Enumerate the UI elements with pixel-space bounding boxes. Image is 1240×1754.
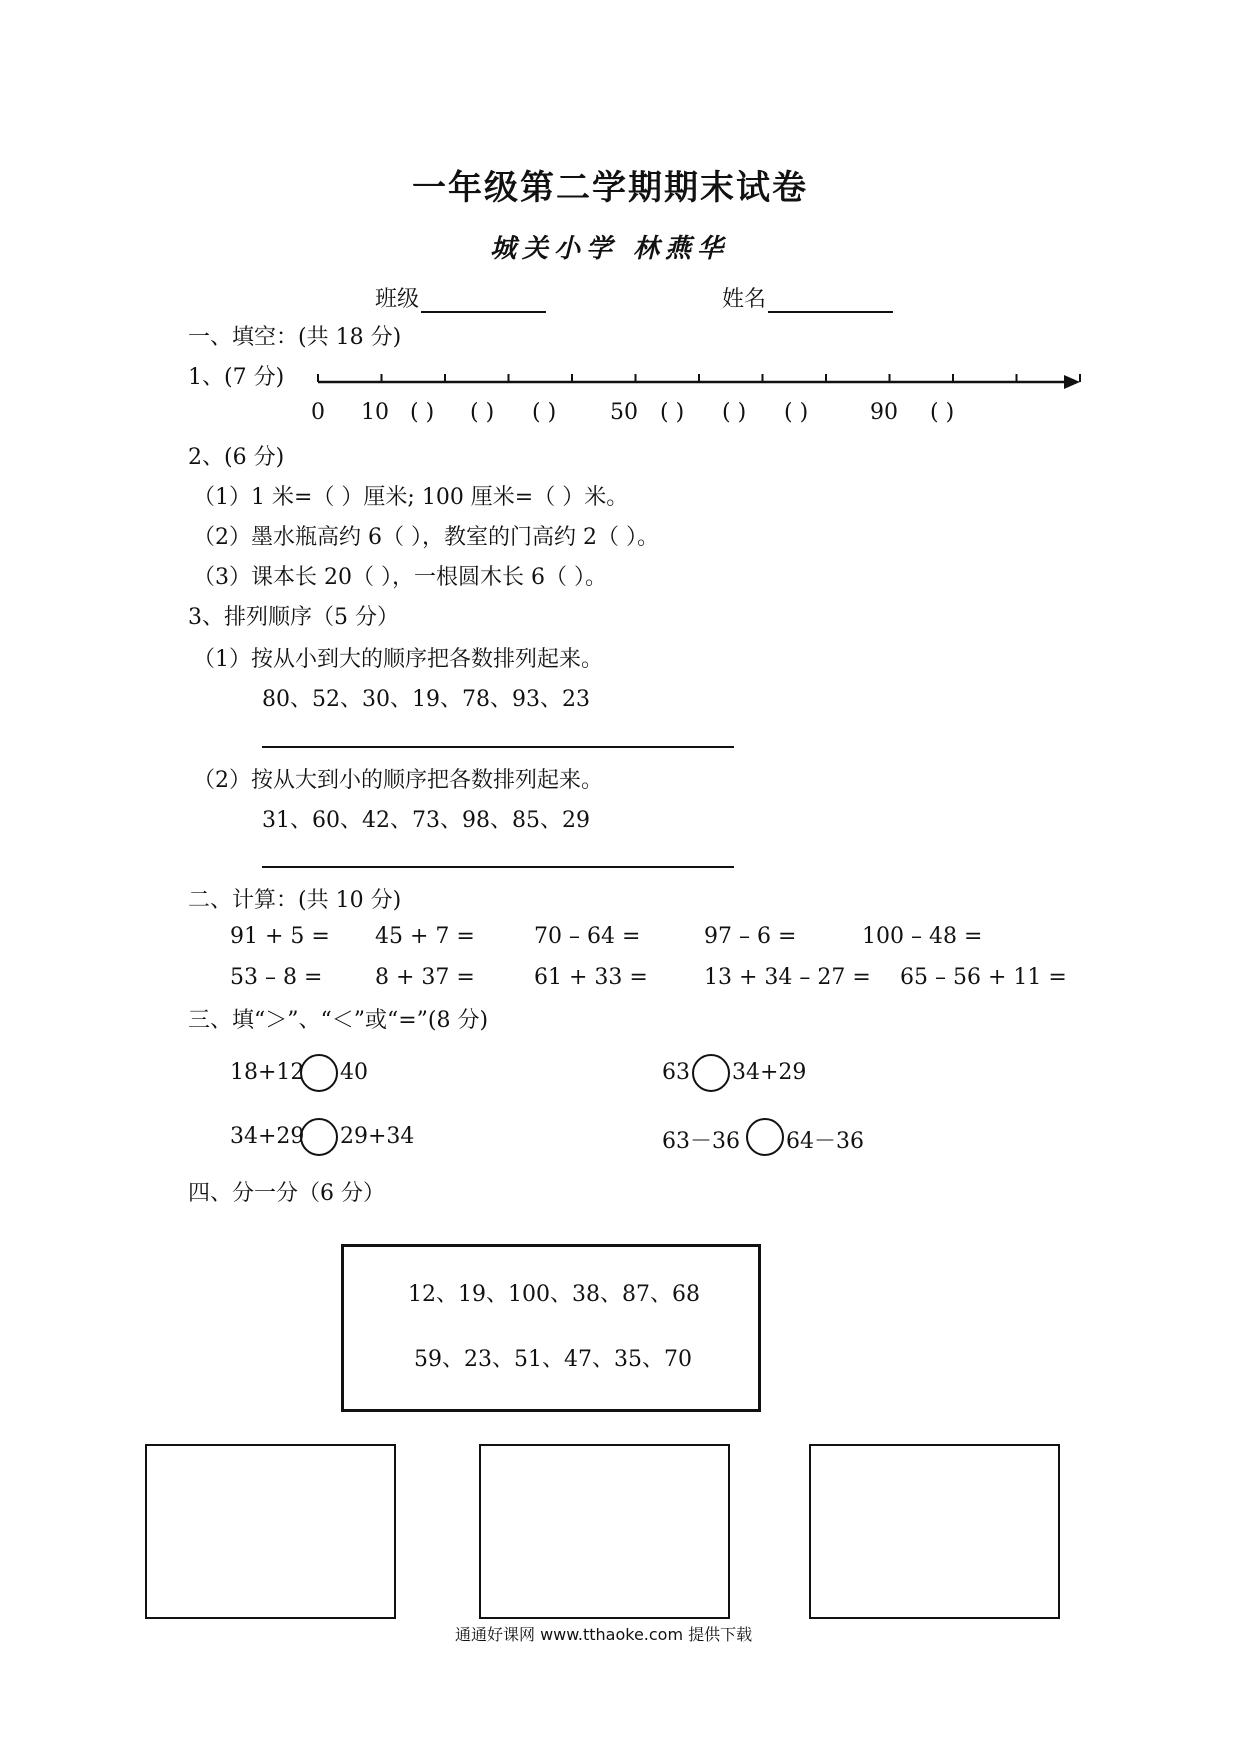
- number-line: [312, 364, 1082, 404]
- calc-problem: 97 – 6 =: [704, 924, 797, 949]
- compare-left: 34+29: [230, 1124, 305, 1149]
- compare-right: 64－36: [786, 1129, 864, 1154]
- sort-box-2[interactable]: [479, 1444, 730, 1619]
- calc-problem: 61 + 33 =: [534, 965, 648, 990]
- compare-right: 29+34: [340, 1124, 415, 1149]
- class-field: [375, 282, 546, 313]
- calc-problem: 13 + 34 – 27 =: [704, 965, 871, 990]
- tick-answer-blank[interactable]: ( ): [532, 400, 557, 425]
- q3-label: 3、排列顺序（5 分）: [188, 605, 399, 630]
- calc-problem: 100 – 48 =: [862, 924, 983, 949]
- q3-part1-answer-line[interactable]: [262, 746, 734, 748]
- q3-part1-numbers: 80、52、30、19、78、93、23: [262, 687, 590, 712]
- class-blank[interactable]: [421, 289, 546, 313]
- q3-part1-prompt: （1）按从小到大的顺序把各数排列起来。: [193, 647, 603, 672]
- q3-part2-numbers: 31、60、42、73、98、85、29: [262, 808, 590, 833]
- compare-right: 34+29: [732, 1060, 807, 1085]
- calc-problem: 65 – 56 + 11 =: [900, 965, 1067, 990]
- page-title: 一年级第二学期期末试卷: [412, 168, 808, 208]
- section1-heading: 一、填空：(共 18 分): [188, 325, 402, 350]
- q2-item-3: （3）课本长 20（ ），一根圆木长 6（ ）。: [193, 565, 607, 590]
- section2-heading: 二、计算：(共 10 分): [188, 888, 402, 913]
- author-line: 城关小学 林燕华: [490, 234, 730, 264]
- tick-answer-blank[interactable]: ( ): [930, 400, 955, 425]
- class-label: 班级: [375, 287, 420, 312]
- tick-label: 10: [361, 400, 389, 425]
- q2-item-2: （2）墨水瓶高约 6（ ），教室的门高约 2（ ）。: [193, 525, 659, 550]
- tick-label: 50: [610, 400, 638, 425]
- name-label: 姓名: [722, 287, 767, 312]
- q3-part2-answer-line[interactable]: [262, 866, 734, 868]
- number-pool-line-1: 12、19、100、38、87、68: [408, 1282, 700, 1307]
- tick-answer-blank[interactable]: ( ): [784, 400, 809, 425]
- compare-right: 40: [340, 1060, 368, 1085]
- tick-label: 90: [870, 400, 898, 425]
- compare-circle[interactable]: [692, 1054, 730, 1092]
- compare-circle[interactable]: [300, 1118, 338, 1156]
- calc-problem: 91 + 5 =: [230, 924, 330, 949]
- tick-answer-blank[interactable]: ( ): [722, 400, 747, 425]
- footer-credit: 通通好课网 www.tthaoke.com 提供下载: [455, 1625, 753, 1644]
- name-blank[interactable]: [768, 289, 893, 313]
- q2-label: 2、(6 分): [188, 445, 285, 470]
- number-pool-line-2: 59、23、51、47、35、70: [414, 1347, 692, 1372]
- name-field: [722, 282, 893, 313]
- compare-circle[interactable]: [300, 1054, 338, 1092]
- tick-answer-blank[interactable]: ( ): [470, 400, 495, 425]
- section3-heading: 三、填“＞”、“＜”或“=”(8 分): [188, 1008, 489, 1033]
- calc-problem: 70 – 64 =: [534, 924, 641, 949]
- q1-label: 1、(7 分): [188, 365, 285, 390]
- compare-left: 18+12: [230, 1060, 305, 1085]
- sort-box-3[interactable]: [809, 1444, 1060, 1619]
- calc-problem: 45 + 7 =: [375, 924, 475, 949]
- compare-left: 63: [662, 1060, 690, 1085]
- tick-answer-blank[interactable]: ( ): [410, 400, 435, 425]
- section4-heading: 四、分一分（6 分）: [188, 1181, 385, 1206]
- tick-answer-blank[interactable]: ( ): [660, 400, 685, 425]
- q3-part2-prompt: （2）按从大到小的顺序把各数排列起来。: [193, 768, 603, 793]
- q2-item-1: （1）1 米=（ ）厘米; 100 厘米=（ ）米。: [193, 485, 629, 510]
- compare-circle[interactable]: [746, 1118, 784, 1156]
- compare-left: 63－36: [662, 1129, 740, 1154]
- calc-problem: 8 + 37 =: [375, 965, 475, 990]
- sort-box-1[interactable]: [145, 1444, 396, 1619]
- tick-label: 0: [311, 400, 325, 425]
- calc-problem: 53 – 8 =: [230, 965, 323, 990]
- number-pool-box: [341, 1244, 761, 1412]
